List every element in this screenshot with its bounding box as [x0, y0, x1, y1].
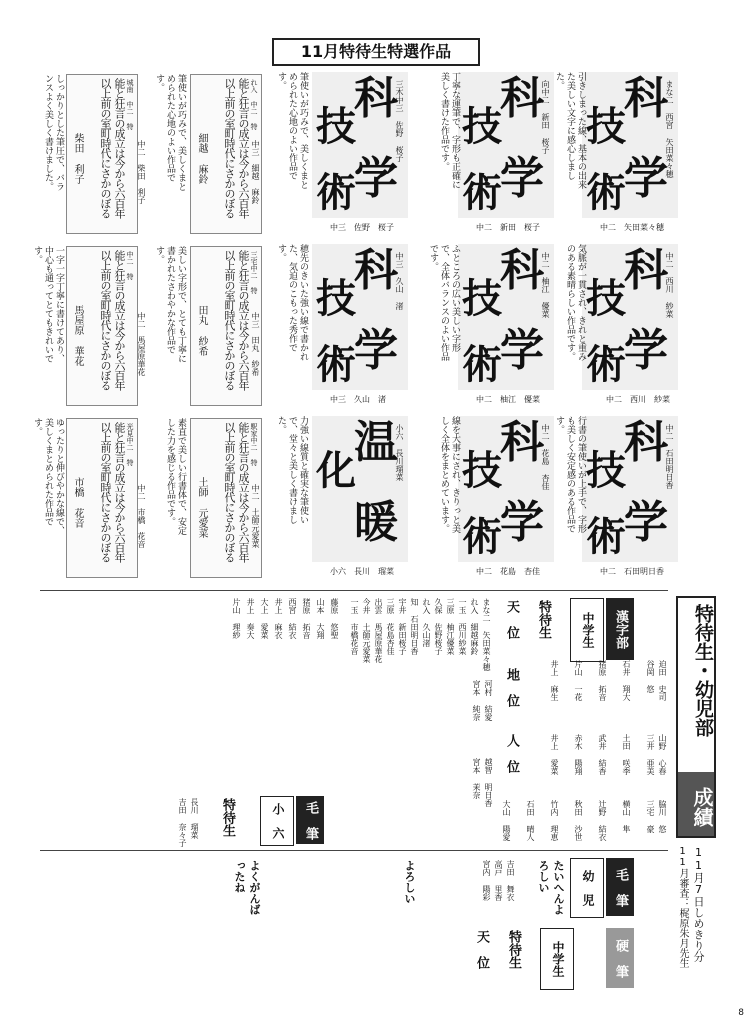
work-char: 術	[462, 513, 502, 560]
result-name: 石田 晴人	[526, 800, 535, 841]
work-caption: 中三 佐野 桜子	[330, 223, 394, 232]
result-name: 宮本 純奈	[472, 680, 481, 721]
result-name: 一玉 西川紗菜	[458, 598, 467, 655]
chugaku-label-koshitsu: 中学生	[540, 928, 574, 990]
page-title: 11月特待生特選作品	[272, 38, 480, 66]
work-author-stamp: 中二 柚江 優菜	[541, 252, 550, 318]
divider	[40, 590, 668, 591]
result-name: 吉田 奈々子	[178, 798, 187, 847]
shoroku-label: 小 六	[260, 796, 294, 846]
result-name: 山野 心春	[658, 734, 667, 775]
work-char: 学	[354, 325, 398, 376]
work-char: 科	[500, 417, 544, 468]
result-name: 猪原 拓音	[598, 660, 607, 701]
work-char: 科	[500, 245, 544, 296]
pen-work	[66, 418, 138, 578]
mofude-label-yoji: 毛 筆	[606, 858, 634, 916]
work-caption: 中二 土師元愛菜	[251, 484, 260, 548]
result-name: 迫田 史司	[658, 660, 667, 701]
result-name: 宮本 茉奈	[472, 758, 481, 799]
calligraphy-work	[458, 416, 554, 562]
pen-work-line: 能と狂言の成立は今から六百年	[237, 250, 250, 390]
work-caption: 中二 市橋 花音	[137, 484, 146, 548]
work-char: 技	[586, 103, 626, 150]
work-comment: 行書の筆使いが上手で、字形も美しく安定感のある作品です。	[554, 416, 586, 533]
work-comment: ふところの広い美しい字形で、全体バランスのよい作品です。	[428, 244, 460, 361]
result-name: 竹内 理恵	[550, 800, 559, 841]
work-char: 科	[624, 73, 668, 124]
chi-label: 地 位	[504, 668, 519, 707]
ten-label-koshitsu: 天 位	[474, 930, 489, 969]
calligraphy-work	[582, 416, 678, 562]
work-char: 術	[316, 341, 356, 388]
pen-work-line: 能と狂言の成立は今から六百年	[237, 78, 250, 218]
result-name: 三井 亜美	[646, 734, 655, 775]
work-comment: 一字一字丁寧に書けてあり、中心も通ってとてもきれいです。	[32, 246, 64, 363]
result-name: 河村 結愛	[484, 680, 493, 721]
work-char: 術	[586, 513, 626, 560]
pen-work-line: 能と狂言の成立は今から六百年	[113, 78, 126, 218]
pen-work	[66, 246, 138, 406]
result-name: 谷岡 悠	[646, 660, 655, 693]
work-caption: 中三 田丸 紗希	[251, 312, 260, 376]
result-name: 藤原 悠聖	[330, 598, 339, 639]
result-name: 猪原 拓音	[302, 598, 311, 639]
work-author-stamp: 中二 石田明日香	[665, 424, 674, 489]
work-caption: 中二 柴田 利子	[137, 140, 146, 204]
result-name: 山本 大翔	[316, 598, 325, 639]
pen-work-name: 馬屋原 華花	[72, 305, 83, 366]
work-char: 科	[354, 73, 398, 124]
calligraphy-work	[312, 244, 408, 390]
results-heading: 特待生・幼児部	[692, 604, 714, 737]
result-name: 久保 佐野桜子	[434, 598, 443, 655]
result-name: 横山 隼	[622, 800, 631, 833]
work-caption: 中二 矢田菜々穂	[600, 223, 664, 232]
result-name: 井上 愛菜	[550, 734, 559, 775]
work-char: 技	[316, 275, 356, 322]
work-char: 学	[624, 497, 668, 548]
pen-work-name: 田丸 紗希	[196, 305, 207, 356]
work-char: 学	[500, 153, 544, 204]
chugaku-label: 中学生	[570, 598, 604, 662]
pen-work-header: れ入 中二 特	[250, 79, 258, 130]
work-comment: 丁寧な運筆で、字形も正確に美しく書けた作品です。	[439, 72, 460, 189]
pen-work	[66, 74, 138, 234]
yokudekita-label: よくがんばったね	[233, 860, 261, 915]
tokutai-label-koshitsu: 特待生	[506, 930, 521, 969]
work-char: 学	[500, 325, 544, 376]
result-name: 知 石田明日香	[410, 598, 419, 655]
tokutai-label-shoroku: 特待生	[220, 798, 235, 837]
deadline-note: 11月7日しめきり分	[692, 846, 705, 962]
work-char: 術	[586, 341, 626, 388]
result-name: 脇川 悠	[658, 800, 667, 833]
work-author-stamp: 向中二 新田 桜子	[541, 80, 550, 154]
pen-work-name: 市橋 花音	[72, 477, 83, 528]
work-char: 技	[462, 447, 502, 494]
calligraphy-work	[312, 72, 408, 218]
calligraphy-work	[458, 72, 554, 218]
result-name: 井上 奏大	[246, 598, 255, 639]
work-char: 学	[624, 153, 668, 204]
work-char: 技	[586, 447, 626, 494]
pen-work-name: 細越 麻鈴	[196, 133, 207, 184]
tokutai-label: 特待生	[536, 600, 551, 639]
result-name: れ入 細越麻鈴	[470, 598, 479, 655]
yoji-label: 幼 児	[570, 858, 604, 918]
pen-work-line: 以上前の室町時代にさかのぼる	[223, 78, 236, 218]
work-comment: しっかりとした筆圧で、バランスよく美しく書けました。	[43, 74, 64, 191]
result-name: れ入 久山渚	[422, 598, 431, 647]
pen-work-line: 以上前の室町時代にさかのぼる	[99, 422, 112, 562]
work-author-stamp: 小六 長川瑠菜	[395, 424, 404, 481]
work-char: 科	[624, 245, 668, 296]
work-comment: 穂先のきいた強い線で書かれた、気迫のこもった秀作です。	[276, 244, 308, 361]
work-char: 科	[624, 417, 668, 468]
result-name: 土田 咲季	[622, 734, 631, 775]
work-char: 暖	[354, 497, 398, 548]
result-name: 宮内 陽彩	[482, 860, 491, 901]
work-char: 学	[624, 325, 668, 376]
work-char: 技	[462, 275, 502, 322]
result-name: 武井 結香	[598, 734, 607, 775]
work-char: 術	[462, 341, 502, 388]
calligraphy-work	[458, 244, 554, 390]
work-author-stamp: 三木中三 佐野 桜子	[395, 80, 404, 162]
result-name: 宇井 新田桜子	[398, 598, 407, 655]
work-char: 温	[354, 417, 398, 468]
calligraphy-work	[582, 72, 678, 218]
pen-work-header: 城南 中二 特	[126, 79, 134, 130]
work-comment: ゆったりと伸びやかな線で、美しくまとめられた作品です。	[32, 418, 64, 535]
work-comment: 筆使いが巧みで、美しくまとめられた心地のよい作品です。	[154, 74, 186, 191]
work-caption: 中三 久山 渚	[330, 395, 386, 404]
work-char: 科	[500, 73, 544, 124]
work-caption: 中二 花島 杏佳	[476, 567, 540, 576]
divider	[40, 850, 668, 851]
result-name: 越智 明日香	[484, 758, 493, 807]
pen-work-header: 中二 特	[126, 251, 134, 280]
work-char: 技	[586, 275, 626, 322]
result-name: 吉田 舞衣	[506, 860, 515, 901]
result-name: 今井 土師元愛菜	[362, 598, 371, 663]
yoroshii-label: よろしい	[403, 860, 416, 904]
work-char: 学	[500, 497, 544, 548]
work-comment: 引きしまった線、基本の出来た美しい文字に感心しました。	[554, 72, 586, 189]
pen-work-header: 三宅中二 特	[250, 251, 258, 294]
results-subheading: 成績	[678, 772, 714, 836]
mofude-label: 毛 筆	[296, 796, 324, 844]
work-comment: 美しい字形で、とても丁寧に書かれたさわやかな作品です。	[154, 246, 186, 363]
taihen-label: たいへんよろしい	[537, 860, 565, 915]
result-name: 辻野 結衣	[598, 800, 607, 841]
work-char: 術	[462, 169, 502, 216]
result-name: 赤木 陽翔	[574, 734, 583, 775]
pen-work-name: 柴田 利子	[72, 133, 83, 184]
work-author-stamp: 中三 久山 渚	[395, 252, 404, 310]
work-caption: 中二 馬屋原華花	[137, 312, 146, 376]
pen-work-line: 能と狂言の成立は今から六百年	[237, 422, 250, 562]
result-name: 高戸 里香	[494, 860, 503, 901]
work-comment: 力強い線質と確実な筆使いで、堂々と美しく書けました。	[276, 416, 308, 524]
calligraphy-work	[582, 244, 678, 390]
page-number: 8	[738, 1008, 744, 1018]
pen-work-line: 以上前の室町時代にさかのぼる	[99, 78, 112, 218]
work-char: 化	[316, 447, 356, 494]
work-comment: 気脈が一貫され、きれと重みのある素晴らしい作品です。	[565, 244, 586, 361]
pen-work-line: 能と狂言の成立は今から六百年	[113, 250, 126, 390]
result-name: 片山 理紗	[232, 598, 241, 639]
result-name: 三原 花島杏佳	[386, 598, 395, 655]
result-name: 長川 瑠菜	[190, 798, 199, 839]
calligraphy-work	[312, 416, 408, 562]
judge-note: 11月審査：梶原朱月先生	[677, 846, 688, 968]
work-author-stamp: まな二 西宮 矢田菜々穂	[665, 80, 674, 178]
work-author-stamp: 中二 西川 紗菜	[665, 252, 674, 318]
jin-label: 人 位	[504, 734, 519, 773]
work-comment: 線を大事にされ、きりっと美しく全体をまとめています。	[439, 416, 460, 533]
result-name: 大上 愛菜	[260, 598, 269, 639]
ten-label: 天 位	[504, 600, 519, 639]
result-name: 井上 麻衣	[274, 598, 283, 639]
pen-work-name: 土師 元愛菜	[196, 477, 207, 538]
work-comment: 筆使いが巧みで、美しくまとめられた心地のよい作品です。	[276, 72, 308, 189]
kanji-dept-label: 漢字部	[606, 598, 634, 660]
work-caption: 中三 細越 麻鈴	[251, 140, 260, 204]
work-caption: 中二 石田明日香	[600, 567, 664, 576]
result-name: 井上 麻生	[550, 660, 559, 701]
result-name: 片山 一花	[574, 660, 583, 701]
pen-work-line: 以上前の室町時代にさかのぼる	[223, 422, 236, 562]
result-name: 出雲 馬屋原華花	[374, 598, 383, 663]
pen-work-header: 光見中二 特	[126, 423, 134, 466]
work-char: 技	[316, 103, 356, 150]
results-heading-box	[676, 596, 716, 838]
work-caption: 小六 長川 瑠菜	[330, 567, 394, 576]
work-caption: 中二 新田 桜子	[476, 223, 540, 232]
work-char: 技	[462, 103, 502, 150]
result-name: 三宅 豪	[646, 800, 655, 833]
work-caption: 中二 柚江 優菜	[476, 395, 540, 404]
pen-work-line: 以上前の室町時代にさかのぼる	[99, 250, 112, 390]
result-name: まな二 矢田菜々穂	[482, 598, 491, 671]
result-name: 三原 柚江優菜	[446, 598, 455, 655]
pen-work-header: 駅家中二 特	[250, 423, 258, 466]
work-char: 科	[354, 245, 398, 296]
pen-work-line: 能と狂言の成立は今から六百年	[113, 422, 126, 562]
work-char: 術	[316, 169, 356, 216]
result-name: 大山 陽愛	[502, 800, 511, 841]
work-caption: 中二 西川 紗菜	[606, 395, 670, 404]
work-comment: 素直で美しい行書体で、安定した力を感じる作品です。	[165, 418, 186, 535]
work-char: 学	[354, 153, 398, 204]
koshitsu-label: 硬 筆	[606, 928, 634, 988]
pen-work-line: 以上前の室町時代にさかのぼる	[223, 250, 236, 390]
result-name: 一玉 市橋花音	[350, 598, 359, 655]
result-name: 西宮 結衣	[288, 598, 297, 639]
work-char: 術	[586, 169, 626, 216]
result-name: 秋田 沙世	[574, 800, 583, 841]
result-name: 石井 翔大	[622, 660, 631, 701]
work-author-stamp: 中二 花島 杏佳	[541, 424, 550, 490]
